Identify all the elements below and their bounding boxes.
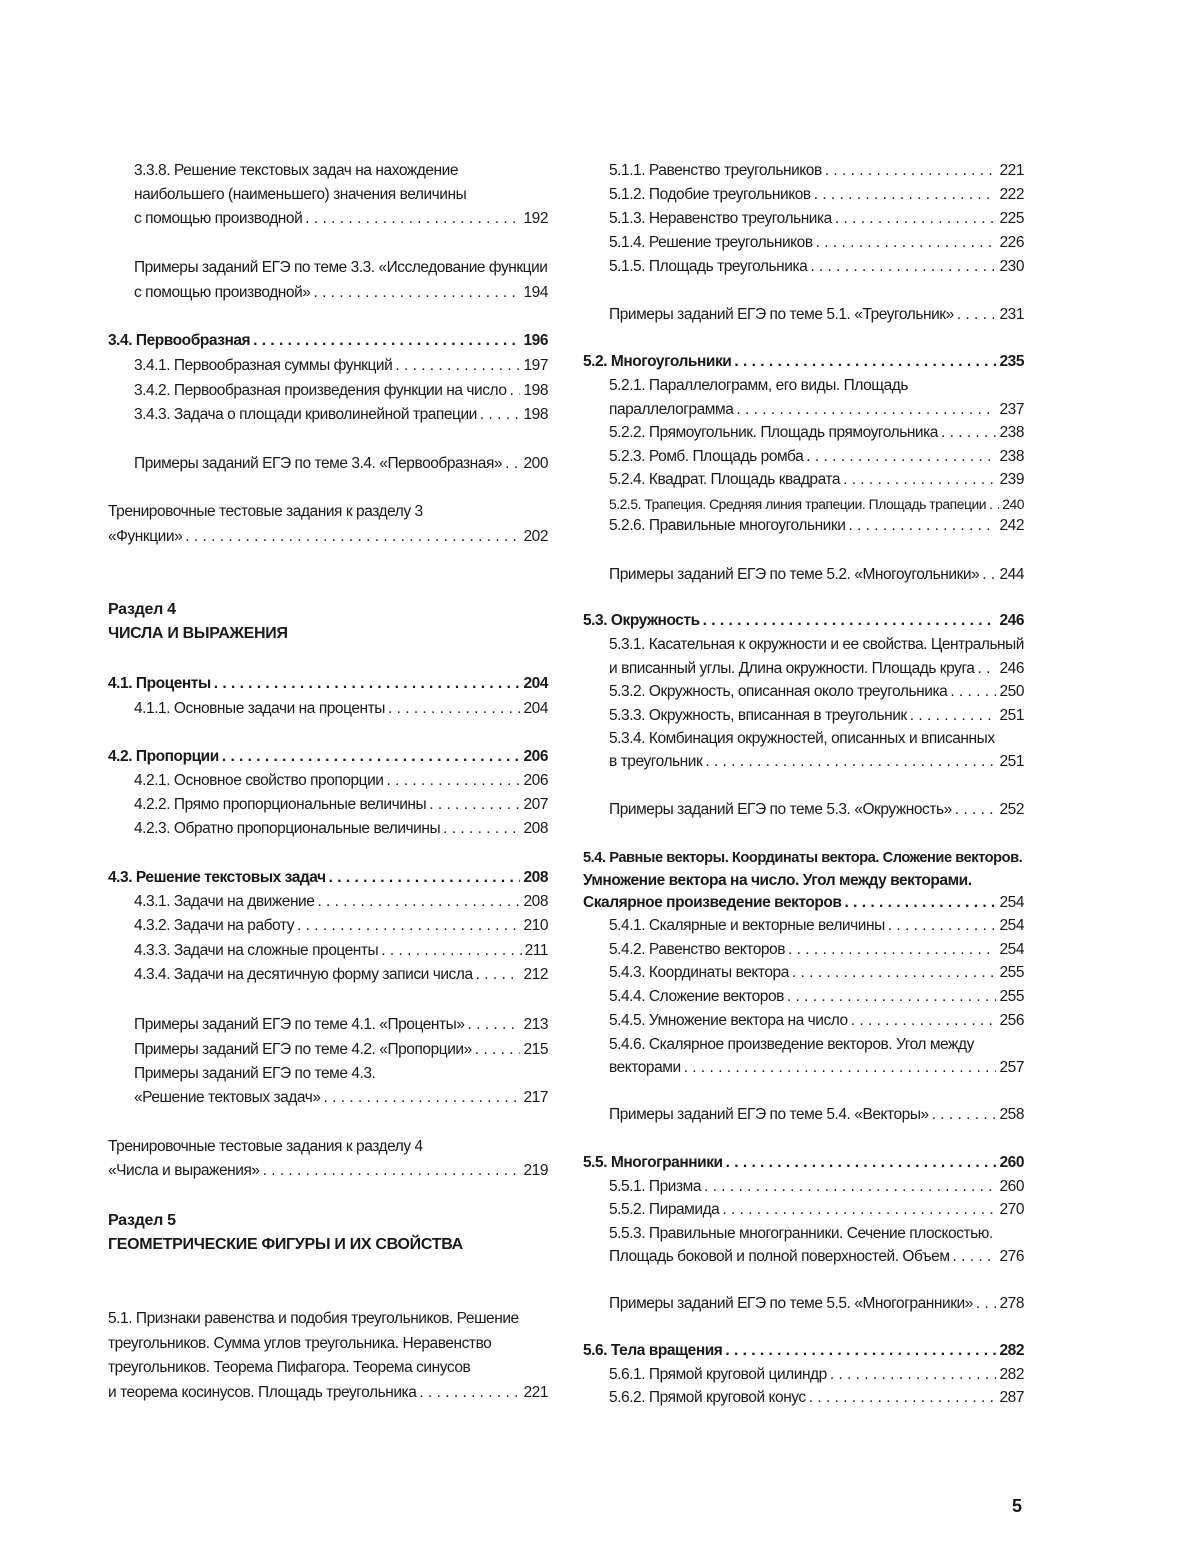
page-ref: 246 — [999, 660, 1024, 677]
toc-entry-5-4-4[interactable]: 5.4.4. Сложение векторов . . . 255 — [609, 985, 1024, 1009]
section-5-label: Раздел 5 — [108, 1212, 176, 1229]
leader-dots — [185, 525, 520, 549]
page-ref: 256 — [999, 1012, 1024, 1029]
leader-dots — [510, 379, 521, 403]
page-ref: 246 — [999, 612, 1024, 629]
page-ref: 252 — [999, 801, 1024, 818]
toc-entry-4-2-3[interactable]: 4.2.3. Обратно пропорциональные величины . . . 208 — [134, 817, 548, 841]
leader-dots — [305, 207, 520, 231]
toc-training-3-line1: Тренировочные тестовые задания к разделу 3 — [108, 503, 423, 520]
page-ref: 197 — [523, 357, 548, 374]
toc-entry-4-2-1[interactable]: 4.2.1. Основное свойство пропорции . . . 206 — [134, 769, 548, 793]
leader-dots — [976, 1292, 997, 1316]
leader-dots — [955, 798, 997, 822]
toc-entry-5-5[interactable]: 5.5. Многогранники . . . 260 — [583, 1151, 1024, 1175]
leader-dots — [845, 891, 997, 915]
leader-dots — [825, 159, 997, 183]
page-ref: 257 — [999, 1059, 1024, 1076]
toc-entry-3-3-8-line3[interactable]: с помощью производной . . . 192 — [134, 207, 548, 231]
page-ref: 215 — [523, 1041, 548, 1058]
page-ref: 217 — [523, 1089, 548, 1106]
leader-dots — [810, 255, 996, 279]
toc-entry-5-5-3-line2[interactable]: Площадь боковой и полной поверхностей. Объем . . . 276 — [609, 1245, 1024, 1269]
toc-examples-4-3-line1: Примеры заданий ЕГЭ по теме 4.3. — [134, 1065, 376, 1082]
leader-dots — [888, 914, 997, 938]
page-ref: 204 — [523, 700, 548, 717]
leader-dots — [388, 697, 521, 721]
toc-entry-5-1-line3: треугольников. Теорема Пифагора. Теорема синусов — [108, 1359, 471, 1376]
toc-training-4-line2[interactable]: «Числа и выражения» . . . 219 — [108, 1159, 548, 1183]
toc-entry-5-4-3[interactable]: 5.4.3. Координаты вектора . . . 255 — [609, 961, 1024, 985]
toc-entry-5-2-5[interactable]: 5.2.5. Трапеция. Средняя линия трапеции. Площадь трапеции . . . 240 — [609, 492, 1024, 516]
toc-entry-5-2-2[interactable]: 5.2.2. Прямоугольник. Площадь прямоугольника . . . 238 — [609, 421, 1024, 445]
page-ref: 238 — [999, 448, 1024, 465]
leader-dots — [476, 963, 521, 987]
leader-dots — [381, 939, 521, 963]
toc-entry-5-2-1-line2[interactable]: параллелограмма . . . 237 — [609, 398, 1024, 422]
page-ref: 254 — [999, 941, 1024, 958]
toc-entry-5-3-3[interactable]: 5.3.3. Окружность, вписанная в треугольник . . . 251 — [609, 704, 1024, 728]
page-ref: 255 — [999, 988, 1024, 1005]
toc-entry-5-1-2[interactable]: 5.1.2. Подобие треугольников . . . 222 — [609, 183, 1024, 207]
leader-dots — [253, 329, 520, 353]
page-ref: 198 — [523, 382, 548, 399]
toc-entry-5-4-line2: Умножение вектора на число. Угол между векторами. — [583, 872, 972, 889]
leader-dots — [468, 1013, 521, 1037]
leader-dots — [297, 914, 520, 938]
leader-dots — [313, 281, 520, 305]
toc-entry-5-6-1[interactable]: 5.6.1. Прямой круговой цилиндр . . . 282 — [609, 1363, 1024, 1387]
page-ref: 225 — [999, 210, 1024, 227]
leader-dots — [953, 1245, 997, 1269]
page-ref: 213 — [523, 1016, 548, 1033]
toc-entry-4-3-1[interactable]: 4.3.1. Задачи на движение . . . 208 — [134, 890, 548, 914]
leader-dots — [910, 704, 997, 728]
page-ref: 231 — [999, 306, 1024, 323]
toc-entry-5-3[interactable]: 5.3. Окружность . . . 246 — [583, 609, 1024, 633]
toc-entry-4-3-3[interactable]: 4.3.3. Задачи на сложные проценты . . . 211 — [134, 939, 548, 963]
leader-dots — [684, 1056, 997, 1080]
toc-entry-5-1-line1: 5.1. Признаки равенства и подобия треугольников. Решение — [108, 1310, 519, 1327]
leader-dots — [792, 961, 997, 985]
page-ref: 282 — [999, 1366, 1024, 1383]
page-ref: 255 — [999, 964, 1024, 981]
leader-dots — [816, 231, 997, 255]
page-ref: 244 — [999, 566, 1024, 583]
toc-examples-5-3[interactable]: Примеры заданий ЕГЭ по теме 5.3. «Окружность» . . . 252 — [609, 798, 1024, 822]
leader-dots — [788, 938, 996, 962]
leader-dots — [263, 1159, 521, 1183]
leader-dots — [809, 1386, 997, 1410]
toc-entry-5-6[interactable]: 5.6. Тела вращения . . . 282 — [583, 1339, 1024, 1363]
leader-dots — [830, 1363, 997, 1387]
toc-entry-5-6-2[interactable]: 5.6.2. Прямой круговой конус . . . 287 — [609, 1386, 1024, 1410]
leader-dots — [835, 207, 997, 231]
toc-entry-5-3-1-line2[interactable]: и вписанный углы. Длина окружности. Площадь круга . . . 246 — [609, 657, 1024, 681]
toc-entry-5-2-6[interactable]: 5.2.6. Правильные многоугольники . . . 242 — [609, 514, 1024, 538]
leader-dots — [214, 672, 521, 696]
page-ref: 237 — [999, 401, 1024, 418]
toc-entry-5-1-1[interactable]: 5.1.1. Равенство треугольников . . . 221 — [609, 159, 1024, 183]
toc-entry-5-1-line2: треугольников. Сумма углов треугольника. Неравенство — [108, 1335, 492, 1352]
toc-entry-5-3-4-line1: 5.3.4. Комбинация окружностей, описанных и вписанных — [609, 730, 995, 747]
leader-dots — [703, 609, 997, 633]
toc-training-4-line1: Тренировочные тестовые задания к разделу 4 — [108, 1138, 423, 1155]
page-ref: 250 — [999, 683, 1024, 700]
leader-dots — [475, 1038, 521, 1062]
toc-entry-3-3-8-line2: наибольшего (наименьшего) значения величины — [134, 186, 467, 203]
page-ref: 235 — [999, 353, 1024, 370]
page-ref: 240 — [1002, 496, 1024, 512]
toc-entry-5-2[interactable]: 5.2. Многоугольники . . . 235 — [583, 350, 1024, 374]
toc-entry-5-1-5[interactable]: 5.1.5. Площадь треугольника . . . 230 — [609, 255, 1024, 279]
toc-entry-5-1-line4[interactable]: и теорема косинусов. Площадь треугольника . . . 221 — [108, 1381, 548, 1405]
page-ref: 219 — [523, 1162, 548, 1179]
leader-dots — [851, 1009, 997, 1033]
leader-dots — [848, 514, 996, 538]
page-ref: 226 — [999, 234, 1024, 251]
page-ref: 207 — [523, 796, 548, 813]
leader-dots — [387, 769, 521, 793]
page-ref: 194 — [523, 284, 548, 301]
toc-entry-5-1-3[interactable]: 5.1.3. Неравенство треугольника . . . 225 — [609, 207, 1024, 231]
page-ref: 221 — [999, 162, 1024, 179]
page-ref: 251 — [999, 753, 1024, 770]
page-ref: 270 — [999, 1201, 1024, 1218]
toc-entry-4-3-2[interactable]: 4.3.2. Задачи на работу . . . 210 — [134, 914, 548, 938]
toc-entry-5-1-4[interactable]: 5.1.4. Решение треугольников . . . 226 — [609, 231, 1024, 255]
toc-examples-4-1[interactable]: Примеры заданий ЕГЭ по теме 4.1. «Проценты» . . . 213 — [134, 1013, 548, 1037]
page-ref: 206 — [523, 772, 548, 789]
page-ref: 196 — [523, 332, 548, 349]
toc-entry-5-3-4-line2[interactable]: в треугольник . . . 251 — [609, 750, 1024, 774]
toc-entry-3-4[interactable]: 3.4. Первообразная . . . 196 — [108, 329, 548, 353]
toc-entry-5-4-1[interactable]: 5.4.1. Скалярные и векторные величины . . . 254 — [609, 914, 1024, 938]
leader-dots — [950, 680, 996, 704]
page-ref: 198 — [523, 406, 548, 423]
toc-entry-4-1[interactable]: 4.1. Проценты . . . 204 — [108, 672, 548, 696]
toc-training-3-line2[interactable]: «Функции» . . . 202 — [108, 525, 548, 549]
page-ref: 282 — [999, 1342, 1024, 1359]
toc-entry-5-2-3[interactable]: 5.2.3. Ромб. Площадь ромба . . . 238 — [609, 445, 1024, 469]
leader-dots — [982, 563, 996, 587]
leader-dots — [787, 985, 997, 1009]
toc-entry-3-4-3[interactable]: 3.4.3. Задача о площади криволинейной трапеции . . . 198 — [134, 403, 548, 427]
toc-entry-3-4-2[interactable]: 3.4.2. Первообразная произведения функции на число . . . 198 — [134, 379, 548, 403]
page-ref: 208 — [523, 893, 548, 910]
page-ref: 251 — [999, 707, 1024, 724]
toc-entry-5-2-4[interactable]: 5.2.4. Квадрат. Площадь квадрата . . . 239 — [609, 468, 1024, 492]
page-ref: 206 — [523, 748, 548, 765]
page-ref: 242 — [999, 517, 1024, 534]
page-ref: 254 — [999, 917, 1024, 934]
page-ref: 212 — [523, 966, 548, 983]
toc-examples-3-4[interactable]: Примеры заданий ЕГЭ по теме 3.4. «Первообразная» . . . 200 — [134, 452, 548, 476]
toc-entry-4-2[interactable]: 4.2. Пропорции . . . 206 — [108, 745, 548, 769]
toc-examples-5-1[interactable]: Примеры заданий ЕГЭ по теме 5.1. «Треугольник» . . . 231 — [609, 303, 1024, 327]
page-ref: 230 — [999, 258, 1024, 275]
toc-entry-5-4-2[interactable]: 5.4.2. Равенство векторов . . . 254 — [609, 938, 1024, 962]
page-ref: 208 — [523, 869, 548, 886]
page-ref: 192 — [523, 210, 548, 227]
toc-entry-4-2-2[interactable]: 4.2.2. Прямо пропорциональные величины . . . 207 — [134, 793, 548, 817]
leader-dots — [814, 183, 997, 207]
toc-examples-5-2[interactable]: Примеры заданий ЕГЭ по теме 5.2. «Многоугольники» . . . 244 — [609, 563, 1024, 587]
leader-dots — [977, 657, 996, 681]
toc-entry-5-4-line3[interactable]: Скалярное произведение векторов . . . 254 — [583, 891, 1024, 915]
section-4-label: Раздел 4 — [108, 601, 176, 618]
leader-dots — [395, 354, 520, 378]
leader-dots — [705, 750, 996, 774]
toc-entry-4-3[interactable]: 4.3. Решение текстовых задач . . . 208 — [108, 866, 548, 890]
toc-entry-5-4-6-line1: 5.4.6. Скалярное произведение векторов. Угол между — [609, 1036, 974, 1053]
page-ref: 222 — [999, 186, 1024, 203]
leader-dots — [736, 398, 996, 422]
leader-dots — [329, 866, 521, 890]
page-ref: 239 — [999, 471, 1024, 488]
leader-dots — [324, 1086, 521, 1110]
page-ref: 210 — [523, 917, 548, 934]
toc-entry-5-4-5[interactable]: 5.4.5. Умножение вектора на число . . . 256 — [609, 1009, 1024, 1033]
page-ref: 211 — [524, 942, 548, 959]
leader-dots — [726, 1151, 997, 1175]
leader-dots — [957, 303, 997, 327]
page-ref: 221 — [523, 1384, 548, 1401]
section-4-title: ЧИСЛА И ВЫРАЖЕНИЯ — [108, 625, 288, 642]
section-5-title: ГЕОМЕТРИЧЕСКИЕ ФИГУРЫ И ИХ СВОЙСТВА — [108, 1236, 463, 1253]
page-ref: 204 — [523, 675, 548, 692]
toc-entry-5-4-line1: 5.4. Равные векторы. Координаты вектора. Сложение векторов. — [583, 850, 1023, 866]
leader-dots — [429, 793, 520, 817]
leader-dots — [989, 492, 999, 516]
toc-examples-3-3-line1: Примеры заданий ЕГЭ по теме 3.3. «Исследование функции — [134, 259, 548, 276]
page-ref: 200 — [523, 455, 548, 472]
page-ref: 260 — [999, 1178, 1024, 1195]
toc-entry-5-5-2[interactable]: 5.5.2. Пирамида . . . 270 — [609, 1198, 1024, 1222]
leader-dots — [480, 403, 521, 427]
toc-entry-5-4-6-line2[interactable]: векторами . . . 257 — [609, 1056, 1024, 1080]
leader-dots — [734, 350, 996, 374]
page-ref: 260 — [999, 1154, 1024, 1171]
page-ref: 276 — [999, 1248, 1024, 1265]
toc-examples-5-5[interactable]: Примеры заданий ЕГЭ по теме 5.5. «Многогранники» . . . 278 — [609, 1292, 1024, 1316]
toc-entry-4-1-1[interactable]: 4.1.1. Основные задачи на проценты . . . 204 — [134, 697, 548, 721]
toc-examples-4-2[interactable]: Примеры заданий ЕГЭ по теме 4.2. «Пропорции» . . . 215 — [134, 1038, 548, 1062]
page-ref: 278 — [999, 1295, 1024, 1312]
leader-dots — [505, 452, 520, 476]
toc-entry-5-5-1[interactable]: 5.5.1. Призма . . . 260 — [609, 1175, 1024, 1199]
leader-dots — [419, 1381, 520, 1405]
toc-examples-3-3-line2[interactable]: с помощью производной» . . . 194 — [134, 281, 548, 305]
page-ref: 254 — [999, 894, 1024, 911]
toc-entry-5-2-1-line1: 5.2.1. Параллелограмм, его виды. Площадь — [609, 377, 908, 394]
toc-entry-4-3-4[interactable]: 4.3.4. Задачи на десятичную форму записи числа . . . 212 — [134, 963, 548, 987]
page-ref: 202 — [523, 528, 548, 545]
page-ref: 258 — [999, 1106, 1024, 1123]
toc-entry-5-3-1-line1: 5.3.1. Касательная к окружности и ее свойства. Центральный — [609, 636, 1024, 653]
leader-dots — [932, 1103, 997, 1127]
toc-entry-5-3-2[interactable]: 5.3.2. Окружность, описанная около треугольника . . . 250 — [609, 680, 1024, 704]
leader-dots — [725, 1339, 996, 1363]
toc-entry-5-5-3-line1: 5.5.3. Правильные многогранники. Сечение плоскостью. — [609, 1225, 993, 1242]
leader-dots — [317, 890, 520, 914]
page-ref: 287 — [999, 1389, 1024, 1406]
toc-entry-3-3-8-line1: 3.3.8. Решение текстовых задач на нахождение — [134, 162, 458, 179]
leader-dots — [941, 421, 997, 445]
toc-examples-5-4[interactable]: Примеры заданий ЕГЭ по теме 5.4. «Векторы» . . . 258 — [609, 1103, 1024, 1127]
page-number: 5 — [1012, 1496, 1023, 1516]
leader-dots — [722, 1198, 996, 1222]
leader-dots — [443, 817, 520, 841]
leader-dots — [843, 468, 996, 492]
leader-dots — [704, 1175, 996, 1199]
toc-examples-4-3-line2[interactable]: «Решение тектовых задач» . . . 217 — [134, 1086, 548, 1110]
leader-dots — [222, 745, 521, 769]
toc-entry-3-4-1[interactable]: 3.4.1. Первообразная суммы функций . . . 197 — [134, 354, 548, 378]
page-ref: 208 — [523, 820, 548, 837]
leader-dots — [806, 445, 996, 469]
page-ref: 238 — [999, 424, 1024, 441]
